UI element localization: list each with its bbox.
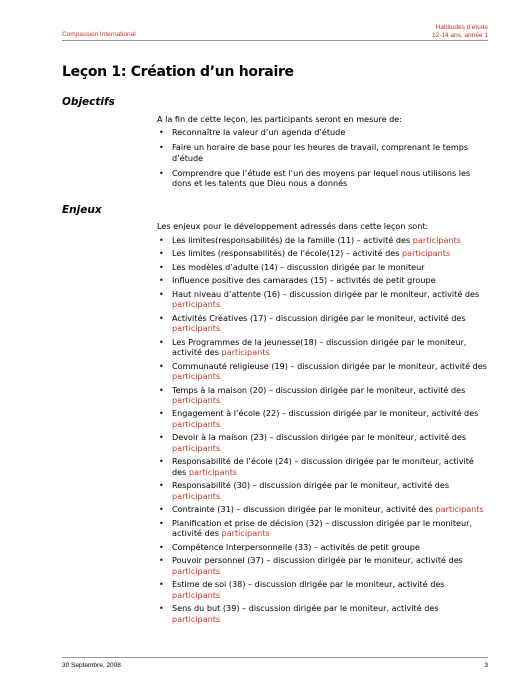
- header-course-title: Habitudes d’étude: [435, 24, 488, 31]
- objectifs-heading: Objectifs: [62, 96, 115, 108]
- enjeu-item: [157, 603, 487, 624]
- enjeu-highlight: participants: [172, 589, 221, 600]
- enjeu-text: Activités Créatives (17) – discussion dirigée par le moniteur, activité des: [172, 312, 466, 323]
- enjeu-text: Contrainte (31) – discussion dirigée par le moniteur, activité des: [172, 504, 436, 515]
- enjeux-intro: Les enjeux pour le développement adressés dans cette leçon sont:: [157, 221, 429, 231]
- enjeu-highlight: participants: [172, 299, 221, 310]
- page-number: 3: [484, 662, 488, 669]
- enjeu-highlight: participants: [172, 323, 221, 334]
- enjeu-highlight: participants: [221, 347, 270, 358]
- enjeu-item: [157, 262, 487, 273]
- header-course-age: 12-14 ans, année 1: [431, 32, 488, 39]
- objectifs-list: [157, 127, 487, 189]
- enjeu-item: [157, 579, 487, 600]
- enjeu-item: [157, 337, 487, 358]
- enjeu-item: [157, 408, 487, 429]
- enjeu-highlight: participants: [172, 613, 221, 624]
- enjeu-item: [157, 504, 487, 515]
- footer-date: 30 Septembre, 2008: [62, 662, 121, 669]
- enjeu-highlight: participants: [172, 565, 221, 576]
- enjeu-item: [157, 456, 487, 477]
- enjeu-item: [157, 432, 487, 453]
- enjeu-text: Engagement à l’école (22) – discussion dirigée par le moniteur, activité des: [172, 408, 479, 419]
- objectif-item: • Reconnaître la valeur d’un agenda d’étude: [157, 127, 487, 138]
- enjeu-highlight: participants: [172, 371, 221, 382]
- enjeu-text: Communauté religieuse (19) – discussion dirigée par le moniteur, activité des: [172, 360, 487, 371]
- enjeu-text: Temps à la maison (20) – discussion dirigée par le moniteur, activité des: [172, 384, 466, 395]
- objectif-item: • Faire un horaire de base pour les heures de travail, comprenant le temps d’étude: [157, 142, 487, 163]
- enjeu-item: [157, 555, 487, 576]
- enjeu-text: Les Programmes de la jeunesse(18) – discussion dirigée par le moniteur, activité des: [172, 336, 467, 358]
- enjeu-item: [157, 235, 487, 246]
- enjeu-text: Pouvoir personnel (37) – discussion dirigée par le moniteur, activité des: [172, 555, 463, 566]
- enjeu-item: [157, 518, 487, 539]
- enjeu-highlight: participants: [402, 248, 451, 259]
- enjeu-highlight: participants: [435, 504, 484, 515]
- enjeu-text: Devoir à la maison (23) – discussion dirigée par le moniteur, activité des: [172, 432, 467, 443]
- enjeu-highlight: participants: [172, 419, 221, 430]
- enjeu-highlight: participants: [412, 235, 461, 245]
- enjeu-highlight: participants: [172, 491, 221, 502]
- enjeu-item: [157, 480, 487, 501]
- objectif-item: • Comprendre que l’étude est l’un des moyens par lequel nous utilisons les dons et les talents que Dieu nous a donnés: [157, 168, 487, 189]
- enjeu-item: [157, 289, 487, 310]
- enjeu-text: Responsabilité (30) – discussion dirigée par le moniteur, activité des: [172, 480, 450, 491]
- enjeu-highlight: participants: [221, 528, 270, 539]
- enjeu-highlight: participants: [188, 467, 238, 478]
- enjeu-text: Les limites(responsabilités) de la famille (11) – activité des: [172, 235, 413, 245]
- footer-divider: [62, 657, 488, 658]
- enjeu-text: Responsabilité de l’école (24) – discussion dirigée par le moniteur, activité des: [172, 456, 474, 478]
- enjeu-item: [157, 275, 487, 286]
- enjeu-text: Influence positive des camarades (15) – activités de petit groupe: [172, 275, 436, 286]
- enjeu-text: Les modèles d’adulte (14) – discussion dirigée par le moniteur: [172, 261, 425, 272]
- enjeu-highlight: participants: [172, 443, 221, 454]
- enjeu-highlight: participants: [172, 395, 221, 406]
- enjeux-heading: Enjeux: [62, 204, 102, 216]
- header-organization: Compassion International: [62, 31, 136, 38]
- enjeu-item: [157, 313, 487, 334]
- page-title: Leçon 1: Création d’un horaire: [62, 64, 294, 80]
- enjeu-text: Estime de soi (38) – discussion dirigée par le moniteur, activité des: [172, 579, 445, 590]
- enjeu-text: Compétence Interpersonnelle (33) – activités de petit groupe: [172, 541, 420, 552]
- header-course-info: [432, 24, 488, 40]
- objectifs-intro: A la fin de cette leçon, les participants seront en mesure de:: [157, 114, 402, 124]
- enjeu-item: [157, 248, 487, 259]
- enjeu-text: Planification et prise de décision (32) – discussion dirigée par le moniteur, activité des: [172, 517, 473, 539]
- enjeu-text: Haut niveau d’attente (16) – discussion dirigée par le moniteur, activité des: [172, 288, 480, 299]
- enjeu-text: Sens du but (39) – discussion dirigée par le moniteur, activité des: [172, 603, 439, 614]
- enjeu-item: [157, 542, 487, 553]
- enjeu-text: Les limites (responsabilités) de l’école(12) – activité des: [172, 248, 403, 259]
- enjeu-item: [157, 385, 487, 406]
- header-divider: [62, 40, 488, 41]
- enjeux-list: [157, 235, 487, 627]
- enjeu-item: [157, 361, 487, 382]
